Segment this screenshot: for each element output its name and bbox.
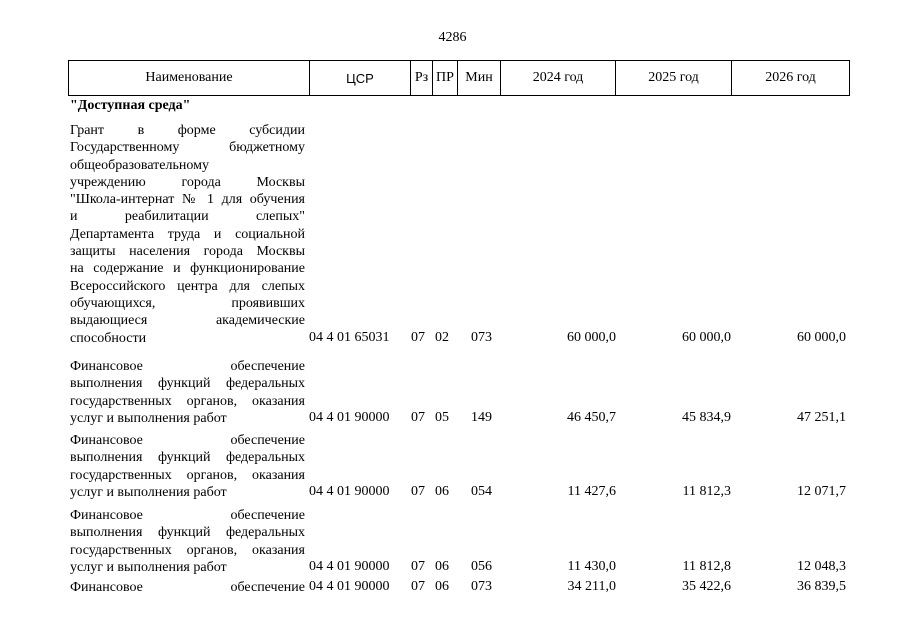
row-name-line: Финансовое обеспечение [70,508,305,523]
row-rz: 07 [411,329,425,345]
row-min: 056 [471,559,492,575]
row-rz: 07 [411,484,425,500]
row-name-line: выдающиеся академические [70,313,305,329]
row-2026: 47 251,1 [797,410,846,426]
row-name-line: государственных органов, оказания [70,393,305,409]
header-2026: 2026 год [765,70,816,85]
row-pr: 06 [435,579,449,595]
row-values [0,483,905,501]
row-name-line: Финансовое обеспечение [70,359,305,374]
row-2025: 60 000,0 [682,329,731,345]
row-values [0,558,905,576]
section-title: "Доступная среда" [70,98,191,113]
row-2025: 11 812,3 [682,484,731,500]
table-row [0,358,905,427]
row-min: 054 [471,484,492,500]
row-csr: 04 4 01 90000 [309,559,390,575]
row-rz: 07 [411,579,425,595]
row-min: 073 [471,579,492,595]
row-2024: 34 211,0 [567,579,616,595]
row-2024: 11 430,0 [567,559,616,575]
header-2025: 2025 год [616,61,732,95]
table-row [0,507,905,576]
row-name [70,122,305,347]
row-pr: 06 [435,559,449,575]
row-name-line: защиты населения города Москвы [70,244,305,260]
row-name-line: выполнения функций федеральных [70,450,305,466]
header-name: Наименование [69,61,310,95]
row-2026: 12 048,3 [797,559,846,575]
row-csr: 04 4 01 90000 [309,484,390,500]
row-rz: 07 [411,410,425,426]
row-name-line: способности [70,330,147,346]
row-2024: 60 000,0 [567,329,616,345]
row-values [0,329,905,347]
row-name-line: на содержание и функционирование [70,261,305,277]
row-name-line: выполнения функций федеральных [70,525,305,541]
row-2024: 46 450,7 [567,410,616,426]
row-name-line: услуг и выполнения работ [70,410,227,426]
row-name-line: Департамента труда и социальной [70,226,305,242]
row-name-line: и реабилитации слепых" [70,209,305,225]
header-2024: 2024 год [501,61,616,95]
header-min: Мин [458,61,501,95]
row-csr: 04 4 01 65031 [309,329,390,345]
row-name-line: Грант в форме субсидии [70,123,305,138]
table-row [0,579,905,596]
row-2026: 60 000,0 [797,329,846,345]
row-min: 073 [471,329,492,345]
row-name-line: государственных органов, оказания [70,467,305,483]
row-2025: 45 834,9 [682,410,731,426]
row-name-line: обучающихся, проявивших [70,295,305,311]
row-name-line: услуг и выполнения работ [70,559,227,575]
row-2024: 11 427,6 [567,484,616,500]
row-rz: 07 [411,559,425,575]
table-row [0,432,905,501]
row-name-line: услуг и выполнения работ [70,484,227,500]
row-name-line: общеобразовательному [70,157,209,173]
table-row [0,122,905,347]
row-csr: 04 4 01 90000 [309,410,390,426]
row-name-line: учреждению города Москвы [70,174,305,190]
row-pr: 02 [435,329,449,345]
row-name-line: Всероссийского центра для слепых [70,278,305,294]
row-name-line: государственных органов, оказания [70,542,305,558]
row-name-line: выполнения функций федеральных [70,376,305,392]
row-2026: 36 839,5 [797,579,846,595]
row-2025: 35 422,6 [682,579,731,595]
page-number: 4286 [438,30,467,45]
row-csr: 04 4 01 90000 [309,579,390,595]
table-header [68,60,850,96]
row-2025: 11 812,8 [682,559,731,575]
header-csr: ЦСР [310,61,411,95]
row-pr: 06 [435,484,449,500]
row-pr: 05 [435,410,449,426]
row-values [0,409,905,427]
row-name-line: Финансовое обеспечение [70,580,305,595]
row-min: 149 [471,410,492,426]
row-values [0,578,905,596]
row-name-line: Государственному бюджетному [70,140,305,156]
row-name-line: Финансовое обеспечение [70,433,305,448]
header-pr: ПР [433,61,458,95]
row-name-line: "Школа-интернат № 1 для обучения [70,192,305,208]
row-2026: 12 071,7 [797,484,846,500]
header-rz: Рз [411,61,433,95]
